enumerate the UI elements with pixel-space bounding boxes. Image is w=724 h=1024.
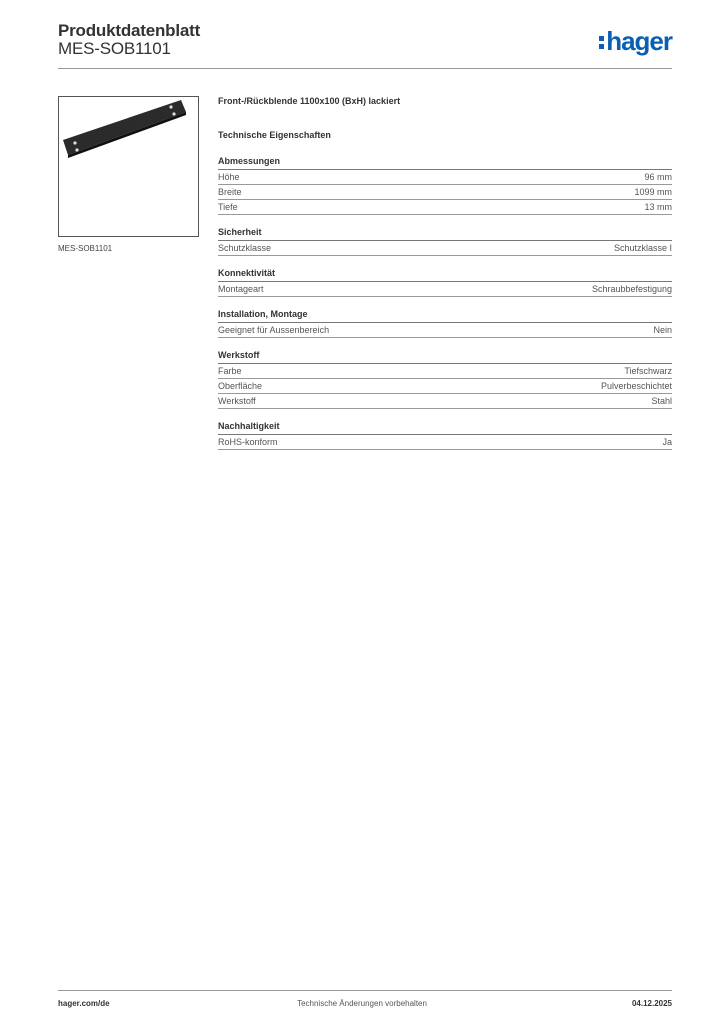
row-value: Schraubbefestigung xyxy=(591,284,672,294)
row-label: Breite xyxy=(218,187,242,197)
product-image xyxy=(58,96,199,237)
logo-dots-icon xyxy=(599,36,604,52)
table-row xyxy=(218,185,672,200)
section-werkstoff xyxy=(218,350,672,409)
header-divider xyxy=(58,68,672,69)
section-nachhaltigkeit xyxy=(218,421,672,450)
table-row xyxy=(218,241,672,256)
row-value: 1099 mm xyxy=(634,187,672,197)
section-abmessungen xyxy=(218,156,672,215)
table-row xyxy=(218,282,672,297)
section-title: Sicherheit xyxy=(218,227,672,241)
row-value: Pulverbeschichtet xyxy=(600,381,672,391)
black-panel-image xyxy=(59,97,198,236)
section-title: Konnektivität xyxy=(218,268,672,282)
table-row xyxy=(218,323,672,338)
section-installation xyxy=(218,309,672,338)
row-label: Geeignet für Aussenbereich xyxy=(218,325,330,335)
row-label: Höhe xyxy=(218,172,240,182)
footer-note: Technische Änderungen vorbehalten xyxy=(297,999,427,1008)
product-name: Front-/Rückblende 1100x100 (BxH) lackiert xyxy=(218,96,401,106)
image-caption: MES-SOB1101 xyxy=(58,244,113,253)
row-value: Tiefschwarz xyxy=(624,366,672,376)
section-title: Nachhaltigkeit xyxy=(218,421,672,435)
section-title: Abmessungen xyxy=(218,156,672,170)
product-code: MES-SOB1101 xyxy=(58,39,171,58)
section-sicherheit xyxy=(218,227,672,256)
table-row xyxy=(218,364,672,379)
row-value: 96 mm xyxy=(644,172,672,182)
logo-text: hager xyxy=(606,26,672,56)
table-row xyxy=(218,435,672,450)
row-value: Stahl xyxy=(651,396,672,406)
product-details xyxy=(218,96,672,450)
row-label: Farbe xyxy=(218,366,242,376)
row-value: Schutzklasse I xyxy=(613,243,672,253)
table-row xyxy=(218,379,672,394)
row-label: Schutzklasse xyxy=(218,243,272,253)
table-row xyxy=(218,200,672,215)
footer-website-link[interactable]: hager.com/de xyxy=(58,999,110,1008)
section-konnektivitaet xyxy=(218,268,672,297)
row-label: RoHS-konform xyxy=(218,437,278,447)
footer-date: 04.12.2025 xyxy=(631,999,672,1008)
hager-logo xyxy=(599,28,672,54)
row-label: Oberfläche xyxy=(218,381,263,391)
row-label: Werkstoff xyxy=(218,396,256,406)
row-value: 13 mm xyxy=(644,202,672,212)
row-label: Tiefe xyxy=(218,202,238,212)
section-title: Werkstoff xyxy=(218,350,672,364)
row-value: Nein xyxy=(653,325,672,335)
section-title: Installation, Montage xyxy=(218,309,672,323)
page-title: Produktdatenblatt xyxy=(58,21,201,40)
row-value: Ja xyxy=(662,437,672,447)
table-row xyxy=(218,394,672,409)
footer-divider xyxy=(58,990,672,991)
table-row xyxy=(218,170,672,185)
row-label: Montageart xyxy=(218,284,264,294)
tech-heading: Technische Eigenschaften xyxy=(218,130,331,140)
